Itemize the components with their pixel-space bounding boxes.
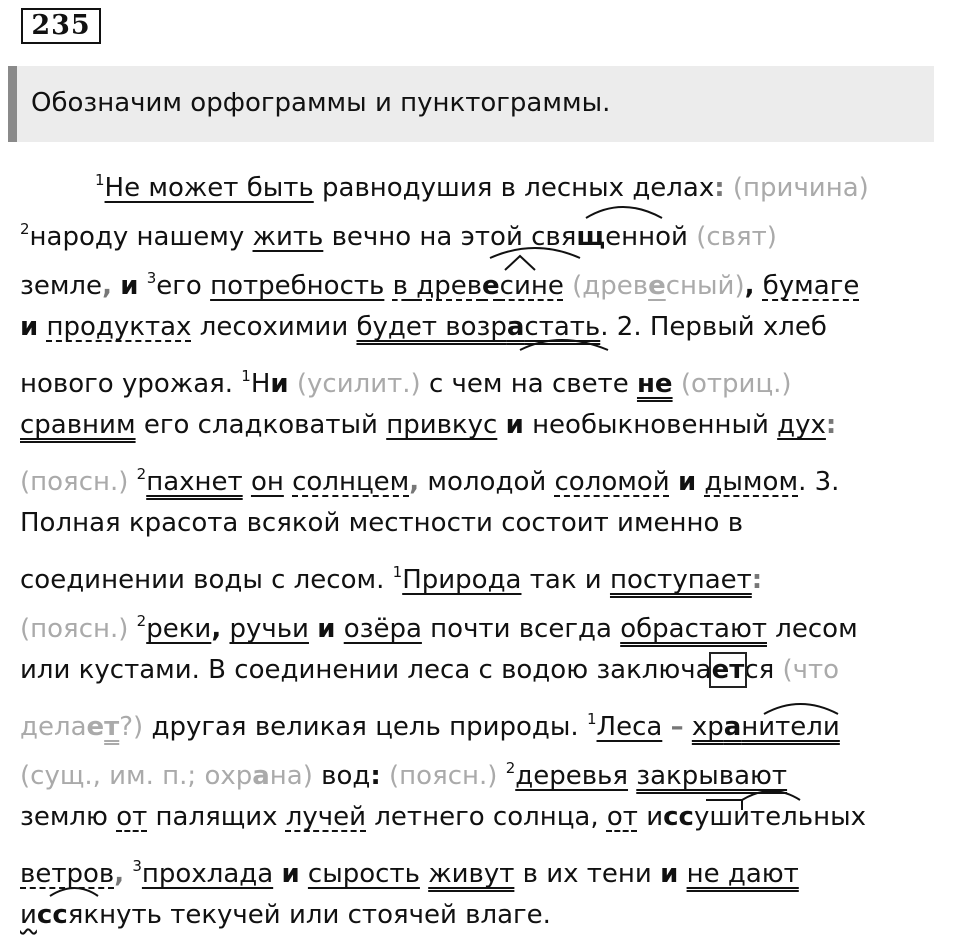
subject: дух [777,410,826,440]
text-fragment: равнодушия в лесных делах [322,173,715,203]
text-fragment: палящих [155,802,278,832]
object: ветров [20,859,115,889]
punct-colon: : [714,173,725,203]
word-with-root: священной [531,222,688,252]
object: соломой [554,467,670,497]
conjunction: и [677,467,697,497]
note: (древесный) [572,271,745,301]
note: (отриц.) [680,369,792,399]
clause-number: 1 [586,710,597,728]
word-with-prefix: иссякнуть текучей или стоячей влаге. [20,900,551,930]
conjunction: и [505,410,524,440]
predicate: жить [252,222,324,252]
text-fragment: с чем на свете [428,369,629,399]
text-fragment: необыкновенный [532,410,769,440]
text-fragment: соединении воды с лесом. [20,565,385,595]
conjunction: и [120,271,139,301]
text-fragment: молодой [427,467,547,497]
note: (сущ., им. п.; охрана) [20,761,313,791]
note: (поясн.) [389,761,498,791]
text-fragment: почти всегда [430,614,612,644]
text-fragment: вод [321,761,371,791]
text-line-13 [20,744,787,792]
text-fragment: его [156,271,202,301]
text-fragment: его сладковатый [143,410,378,440]
conjunction: и [317,614,336,644]
predicate: обрастают [620,614,767,644]
text-fragment: народу нашему [29,222,245,252]
object: солнцем [292,467,410,497]
clause-number: 3 [146,269,157,287]
text-line-8 [20,499,743,547]
text-line-1 [95,156,869,204]
clause-number: 1 [392,563,403,581]
object: бумаге [762,271,860,301]
subject: сырость [307,859,420,889]
clause-number: 1 [95,171,105,189]
instruction-text: Обозначим орфограммы и пунктограммы. [31,88,611,118]
text-fragment: землю [20,802,108,832]
text-fragment: . 2. Первый хлеб [600,312,827,342]
clause-number: 2 [505,759,516,777]
object-phrase: в древесине [392,271,564,301]
clause-number: 2 [20,220,30,238]
subject: озёра [343,614,422,644]
punct-colon: : [751,565,763,595]
text-line-11 [20,646,839,694]
punct-colon: : [370,761,381,791]
text-fragment: . 3. [798,467,840,497]
verb-ending-box: ет [711,655,745,685]
text-fragment: лесом [775,614,858,644]
subject: потребность [210,271,385,301]
note: (поясн.) [20,614,129,644]
predicate: не дают [686,859,799,889]
subject: Леса [596,712,663,742]
punct-comma: , [114,859,125,889]
text-fragment: ся [744,655,775,685]
note: (усилит.) [296,369,421,399]
predicate: хранители [691,712,840,742]
predicate: сравним [20,410,136,440]
punct-comma: , [744,271,755,301]
predicate: поступает [609,565,752,595]
punct-dash: – [670,712,684,742]
text-line-16 [20,891,551,939]
text-line-9 [20,548,762,596]
text-line-12 [20,695,840,743]
predicate: живут [428,859,515,889]
clause-number: 3 [132,857,142,875]
text-fragment: вечно на этой [331,222,523,252]
text-fragment: так и [529,565,602,595]
note: (свят) [696,222,777,252]
text-line-7 [20,450,839,498]
preposition: от [606,802,638,832]
note: (что [782,655,840,685]
punct-comma: , [409,467,420,497]
subject: он [250,467,284,497]
instruction-banner [8,66,934,142]
text-fragment: нового урожая. [20,369,234,399]
text-line-14 [20,793,866,841]
text-fragment: земле [20,271,103,301]
text-line-6 [20,401,836,449]
predicate: закрывают [636,761,788,791]
text-line-5 [20,352,792,400]
conjunction: и [660,859,679,889]
predicate: пахнет [146,467,243,497]
note: (причина) [732,173,869,203]
subject: прохлада [141,859,274,889]
text-fragment: Полная красота всякой местности состоит именно в [20,508,744,538]
subject: ручьи [229,614,309,644]
object: лучей [285,802,367,832]
particle-ni: Ни [250,369,289,399]
task-number: 235 [21,8,101,44]
conjunction: и [281,859,300,889]
note: делает?) [20,712,144,742]
text-fragment: другая великая цель природы. [151,712,579,742]
object: дымом [704,467,799,497]
subject: привкус [386,410,498,440]
note: (поясн.) [20,467,129,497]
text-line-10 [20,597,858,645]
text-fragment: в их тени [522,859,652,889]
text-line-15 [20,842,799,890]
text-line-3 [20,254,859,302]
punct-comma: , [211,614,222,644]
punct-comma: , [102,271,112,301]
text-fragment: лесохимии [199,312,349,342]
subject: реки [146,614,212,644]
predicate-phrase: Не может быть [104,173,314,203]
clause-number: 1 [241,367,251,385]
text-fragment: летнего солнца, [374,802,599,832]
clause-number: 2 [136,612,147,630]
punct-colon: : [825,410,837,440]
object: продуктах [46,312,192,342]
particle-ne: не [636,369,673,399]
conjunction: и [20,312,39,342]
subject: деревья [515,761,629,791]
text-fragment: или кустами. В соединении леса с водою заключа [20,655,712,685]
text-line-2 [20,205,777,253]
text-line-4 [20,303,827,351]
predicate: будет возрастать [356,312,601,342]
subject: Природа [402,565,522,595]
preposition: от [116,802,148,832]
clause-number: 2 [136,465,147,483]
word-with-prefix: иссушительных [646,802,867,832]
